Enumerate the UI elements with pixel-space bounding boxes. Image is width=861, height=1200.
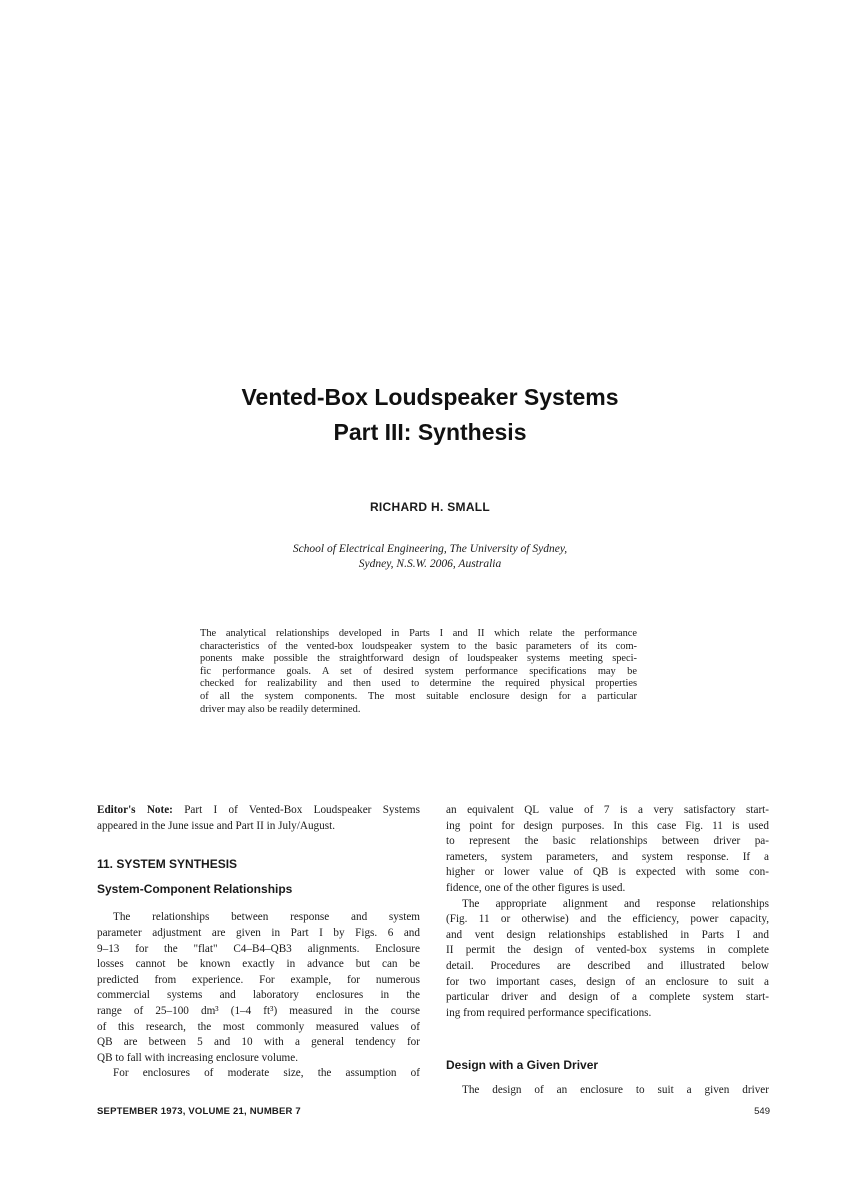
abstract-line: checked for realizability and then used to determine the required physical properties [200,678,637,690]
para-line: The appropriate alignment and response relationships [462,897,769,910]
para-line: for two important cases, design of an enclosure to suit a [446,975,769,988]
subsection-heading: System-Component Relationships [97,881,293,896]
para-line: II permit the design of vented-box systems in complete [446,944,769,957]
para-line: commercial systems and laboratory enclosures in the [97,989,420,1002]
para-line: and vent design relationships established in Parts I and [446,928,769,941]
paragraph-1 [97,910,420,1066]
left-column [97,803,420,1082]
para-line: range of 25–100 dm³ (1–4 ft³) measured in the course [97,1004,420,1017]
abstract-line: driver may also be readily determined. [200,703,361,715]
affiliation-line-2: Sydney, N.S.W. 2006, Australia [358,558,502,570]
paragraph-2 [446,897,769,1022]
para-line: detail. Procedures are described and illustrated below [446,959,769,972]
para-line: fidence, one of the other figures is used. [446,881,626,894]
editor-note-line-2: appeared in the June issue and Part II in July/August. [97,819,335,832]
para-line: QB to fall with increasing enclosure volume. [97,1051,299,1064]
para-line: The relationships between response and system [113,911,420,924]
para-line: (Fig. 11 or otherwise) and the efficiency, power capacity, [446,913,769,926]
abstract-line: fic performance goals. A set of desired system performance specifications may be [200,665,637,677]
para-line: ing point for design purposes. In this case Fig. 11 is used [446,819,769,832]
abstract-line: characteristics of the vented-box loudspeaker system to the basic parameters of its com- [200,640,637,652]
para-line: parameter adjustment are given in Part I by Figs. 6 and [97,926,420,939]
editor-note-text: Part I of Vented-Box Loudspeaker Systems [184,804,420,816]
abstract-line: of all the system components. The most suitable enclosure design for a particular [200,690,637,702]
para-line: higher or lower value of QB is expected with some con- [446,866,769,879]
para-line: The design of an enclosure to suit a given driver [462,1083,769,1096]
abstract-line: ponents make possible the straightforward design of loudspeaker systems meeting speci- [200,653,637,665]
para-line: rameters, system parameters, and system response. If a [446,850,769,863]
para-line: of this research, the most commonly measured values of [97,1020,420,1033]
section-heading: 11. SYSTEM SYNTHESIS [97,857,238,872]
para-line: For enclosures of moderate size, the assumption of [113,1067,420,1080]
journal-issue-footer: SEPTEMBER 1973, VOLUME 21, NUMBER 7 [97,1106,301,1117]
paragraph-continued [446,803,769,897]
para-line: an equivalent QL value of 7 is a very satisfactory start- [446,804,769,816]
para-line: particular driver and design of a complete system start- [446,991,769,1004]
para-line: predicted from experience. For example, for numerous [97,973,420,986]
subsection-heading-2: Design with a Given Driver [446,1058,599,1073]
abstract [200,628,637,716]
para-line: 9–13 for the "flat" C4–B4–QB3 alignments. Enclosure [97,942,420,955]
paper-title-line-2: Part III: Synthesis [333,419,527,445]
right-column [446,803,769,1099]
editor-note-label: Editor's Note: [97,804,173,816]
para-line: to represent the basic relationships between driver pa- [446,835,769,848]
para-line: ing from required performance specifications. [446,1006,652,1019]
page-number: 549 [754,1106,770,1117]
para-line: QB are between 5 and 10 with a general tendency for [97,1036,420,1049]
affiliation-line-1: School of Electrical Engineering, The University of Sydney, [292,543,568,555]
abstract-line: The analytical relationships developed in Parts I and II which relate the performance [200,628,637,639]
paper-title-line-1: Vented-Box Loudspeaker Systems [241,384,619,410]
para-line: losses cannot be known exactly in advance but can be [97,958,420,971]
author-name: RICHARD H. SMALL [369,500,491,514]
editor-note-line-1 [97,803,420,819]
